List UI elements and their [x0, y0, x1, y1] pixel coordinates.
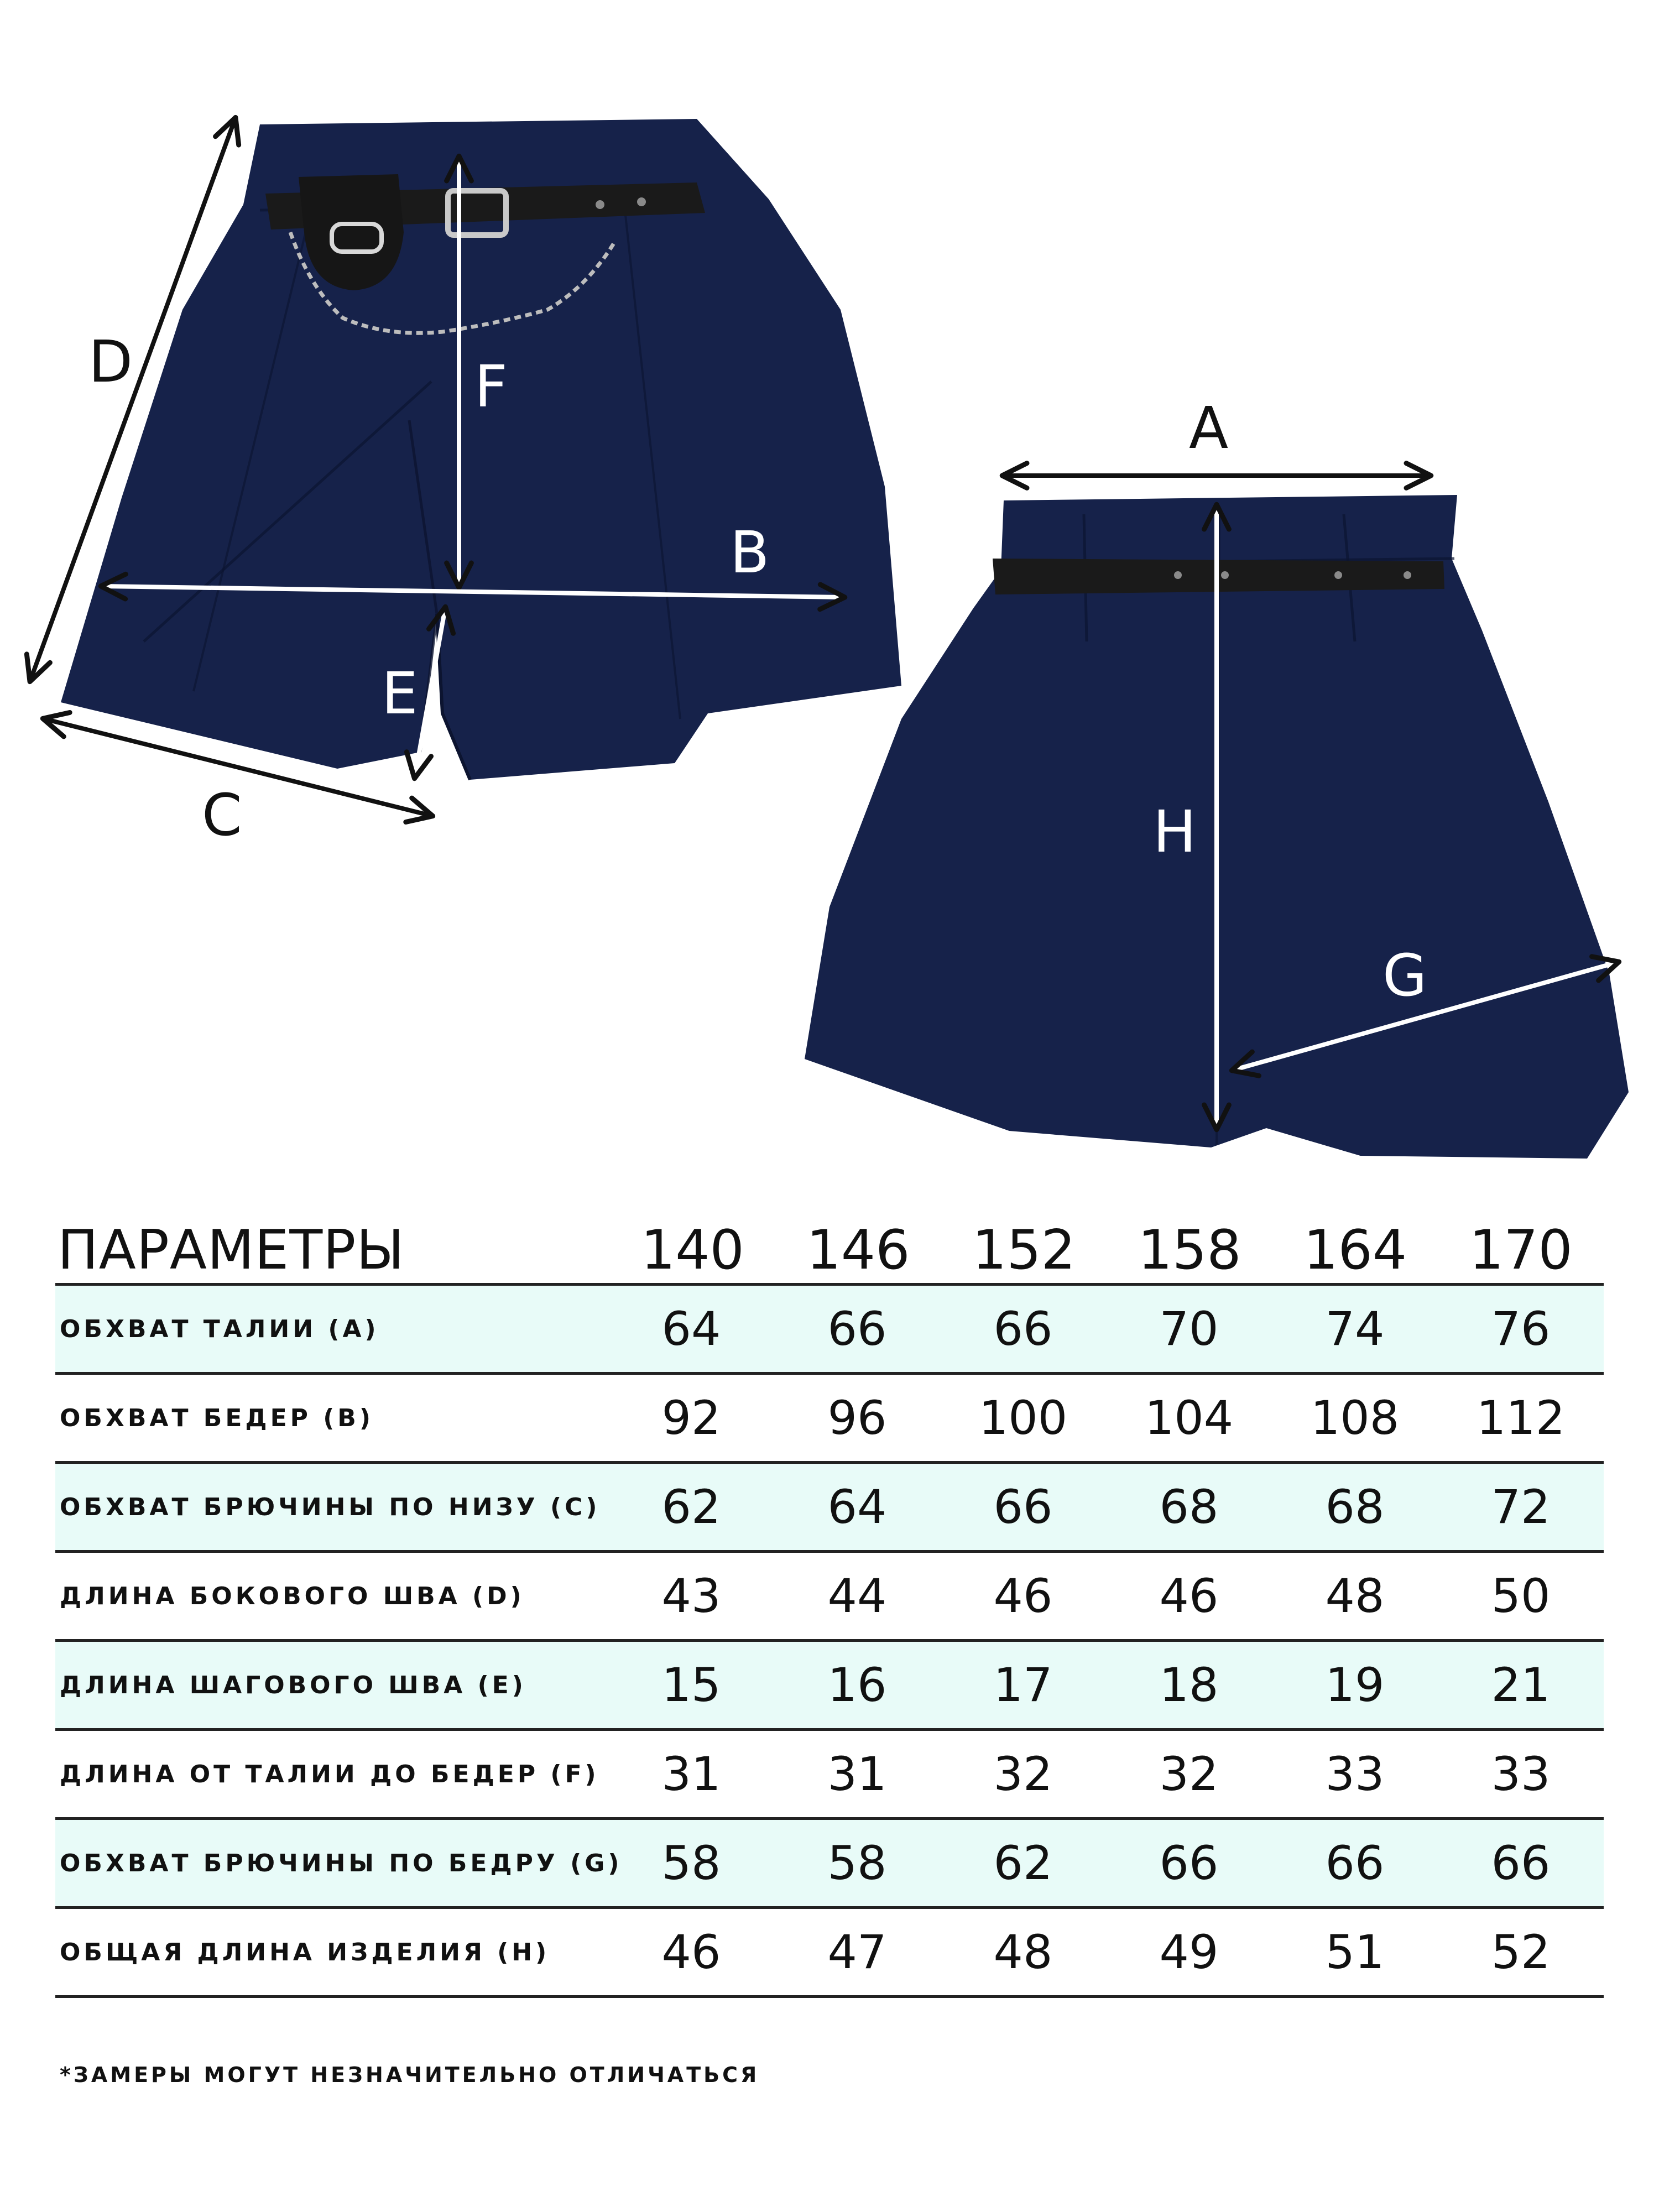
- row-value: 46: [661, 1925, 721, 1979]
- row-value: 47: [827, 1925, 887, 1979]
- size-header-146: 146: [806, 1219, 910, 1282]
- label-a: A: [1189, 394, 1229, 462]
- table-row: [55, 1909, 1604, 1998]
- row-value: 32: [1159, 1747, 1219, 1801]
- row-value: 43: [661, 1569, 721, 1623]
- row-value: 51: [1325, 1925, 1385, 1979]
- footnote: *ЗАМЕРЫ МОГУТ НЕЗНАЧИТЕЛЬНО ОТЛИЧАТЬСЯ: [60, 2063, 760, 2087]
- row-label: ДЛИНА ОТ ТАЛИИ ДО БЕДЕР (F): [60, 1760, 599, 1788]
- row-value: 62: [993, 1836, 1053, 1890]
- table-row: [55, 1375, 1604, 1464]
- row-label: ОБХВАТ БРЮЧИНЫ ПО НИЗУ (С): [60, 1493, 601, 1521]
- table-row: [55, 1553, 1604, 1642]
- size-header-158: 158: [1138, 1219, 1241, 1282]
- row-value: 49: [1159, 1925, 1219, 1979]
- row-value: 44: [827, 1569, 887, 1623]
- row-value: 18: [1159, 1658, 1219, 1712]
- table-row: [55, 1286, 1604, 1375]
- row-label: ОБХВАТ БЕДЕР (В): [60, 1404, 374, 1432]
- row-label: ОБХВАТ БРЮЧИНЫ ПО БЕДРУ (G): [60, 1849, 623, 1877]
- row-value: 100: [978, 1391, 1068, 1445]
- row-value: 64: [827, 1480, 887, 1534]
- row-label: ОБХВАТ ТАЛИИ (А): [60, 1314, 379, 1343]
- row-value: 74: [1325, 1302, 1385, 1356]
- row-value: 66: [827, 1302, 887, 1356]
- row-value: 96: [827, 1391, 887, 1445]
- row-value: 108: [1310, 1391, 1400, 1445]
- row-value: 48: [1325, 1569, 1385, 1623]
- row-value: 64: [661, 1302, 721, 1356]
- table-row: [55, 1464, 1604, 1553]
- row-value: 66: [1159, 1836, 1219, 1890]
- row-value: 19: [1325, 1658, 1385, 1712]
- row-value: 46: [993, 1569, 1053, 1623]
- table-title: ПАРАМЕТРЫ: [58, 1219, 405, 1282]
- row-value: 92: [661, 1391, 721, 1445]
- row-value: 33: [1325, 1747, 1385, 1801]
- row-value: 15: [661, 1658, 721, 1712]
- size-header-152: 152: [972, 1219, 1076, 1282]
- row-value: 70: [1159, 1302, 1219, 1356]
- row-value: 48: [993, 1925, 1053, 1979]
- table-row: [55, 1642, 1604, 1731]
- row-value: 72: [1491, 1480, 1551, 1534]
- row-value: 68: [1159, 1480, 1219, 1534]
- row-value: 16: [827, 1658, 887, 1712]
- table-row: [55, 1820, 1604, 1909]
- row-label: ОБЩАЯ ДЛИНА ИЗДЕЛИЯ (Н): [60, 1938, 550, 1966]
- row-value: 17: [993, 1658, 1053, 1712]
- row-value: 31: [661, 1747, 721, 1801]
- row-value: 31: [827, 1747, 887, 1801]
- table-body: [55, 1286, 1604, 1998]
- row-value: 58: [827, 1836, 887, 1890]
- row-value: 104: [1144, 1391, 1234, 1445]
- row-value: 112: [1476, 1391, 1566, 1445]
- row-value: 66: [993, 1480, 1053, 1534]
- table-header-row: [55, 1206, 1604, 1286]
- size-header-164: 164: [1303, 1219, 1407, 1282]
- row-label: ДЛИНА БОКОВОГО ШВА (D): [60, 1582, 525, 1610]
- size-header-170: 170: [1469, 1219, 1573, 1282]
- label-h: H: [1153, 798, 1197, 865]
- row-value: 66: [1491, 1836, 1551, 1890]
- table-row: [55, 1731, 1604, 1820]
- row-value: 21: [1491, 1658, 1551, 1712]
- size-table: [55, 1206, 1604, 1998]
- row-value: 32: [993, 1747, 1053, 1801]
- row-value: 66: [993, 1302, 1053, 1356]
- size-header-140: 140: [640, 1219, 744, 1282]
- label-e: E: [382, 660, 418, 727]
- row-value: 46: [1159, 1569, 1219, 1623]
- label-f: F: [474, 353, 508, 420]
- row-value: 58: [661, 1836, 721, 1890]
- label-c: C: [202, 781, 242, 849]
- row-value: 52: [1491, 1925, 1551, 1979]
- row-value: 68: [1325, 1480, 1385, 1534]
- label-g: G: [1383, 942, 1427, 1009]
- row-value: 33: [1491, 1747, 1551, 1801]
- label-b: B: [730, 519, 770, 586]
- label-d: D: [88, 328, 133, 395]
- row-value: 66: [1325, 1836, 1385, 1890]
- row-value: 76: [1491, 1302, 1551, 1356]
- row-value: 62: [661, 1480, 721, 1534]
- row-value: 50: [1491, 1569, 1551, 1623]
- row-label: ДЛИНА ШАГОВОГО ШВА (Е): [60, 1671, 526, 1699]
